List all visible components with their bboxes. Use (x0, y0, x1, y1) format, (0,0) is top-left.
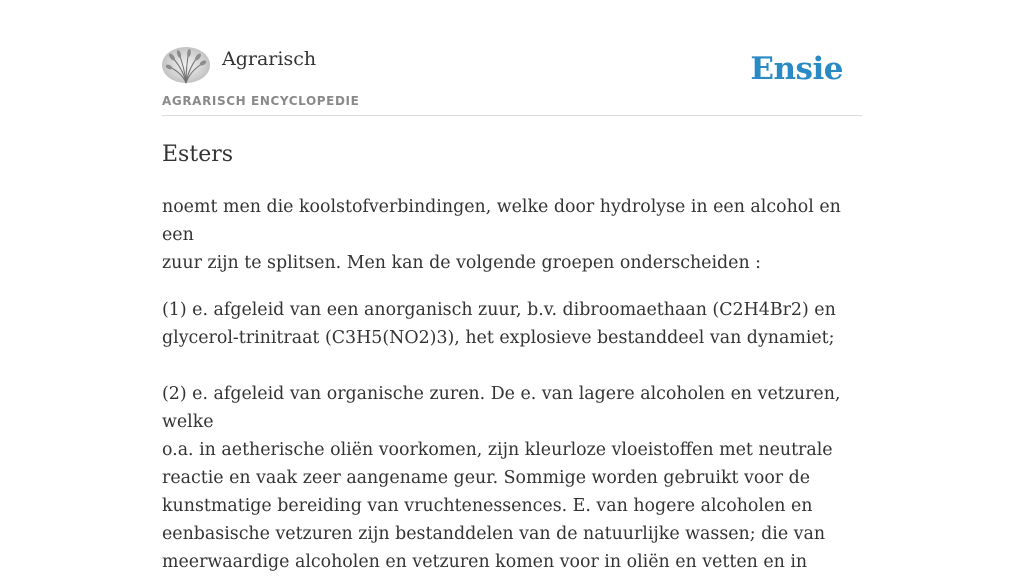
source-header (162, 44, 862, 116)
paragraph: (1) e. afgeleid van een anorganisch zuur, b.v. dibroomaethaan (C2H4Br2) en glycerol-trinitraat (C3H5(NO2)3), het explosieve bestanddeel van dynamiet; (162, 300, 836, 348)
article-body (162, 193, 862, 576)
source-subtitle: AGRARISCH ENCYCLOPEDIE (162, 94, 360, 108)
wheat-icon[interactable] (162, 47, 210, 83)
page-title: Esters (162, 142, 234, 167)
source-name[interactable]: Agrarisch (222, 48, 317, 70)
paragraph: (2) e. afgeleid van organische zuren. De e. van lagere alcoholen en vetzuren, welke o.a. in aetherische oliën voorkomen, zijn kleurloze vloeistoffen met neutrale reactie en vaak zeer aangename geur. Sommige worden gebruikt voor de kunstmatige bereiding van vruchtenessences. E. van hogere alcoholen en eenbasische vetzuren zijn bestanddelen van de natuurlijke wassen; die van meerwaardige alcoholen en vetzuren komen voor in oliën en vetten en in (162, 384, 841, 572)
paragraph: noemt men die koolstofverbindingen, welke door hydrolyse in een alcohol en een zuur zijn te splitsen. Men kan de volgende groepen onderscheiden : (162, 197, 841, 273)
brand-logo[interactable]: Ensie (750, 51, 843, 87)
